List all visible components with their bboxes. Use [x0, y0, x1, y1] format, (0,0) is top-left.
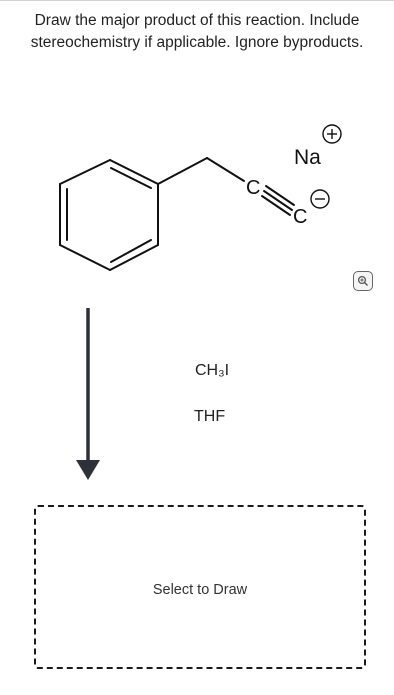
zoom-button[interactable] — [353, 271, 373, 291]
question-line-1: Draw the major product of this reaction. Include — [34, 12, 360, 29]
acetylide-carbon-label: C — [293, 206, 308, 228]
zoom-in-icon — [357, 275, 369, 287]
question-line-2: stereochemistry if applicable. Ignore byproducts. — [30, 34, 364, 51]
ch2-c-bond — [207, 158, 244, 181]
sodium-label: Na — [294, 146, 321, 169]
reagent-solvent-thf: THF — [194, 408, 226, 425]
ring-bond — [60, 160, 110, 184]
reaction-arrow — [70, 300, 106, 485]
draw-answer-area[interactable] — [34, 505, 366, 669]
starting-material-structure — [0, 110, 394, 290]
question-prompt — [6, 10, 388, 54]
alkyne-carbon-label: C — [246, 177, 261, 199]
ring-bond — [60, 245, 110, 270]
reagent-methyl-iodide: CH₃I — [195, 362, 230, 379]
select-to-draw-label: Select to Draw — [152, 582, 248, 598]
top-divider — [0, 0, 394, 1]
benzyl-bond — [158, 158, 207, 184]
